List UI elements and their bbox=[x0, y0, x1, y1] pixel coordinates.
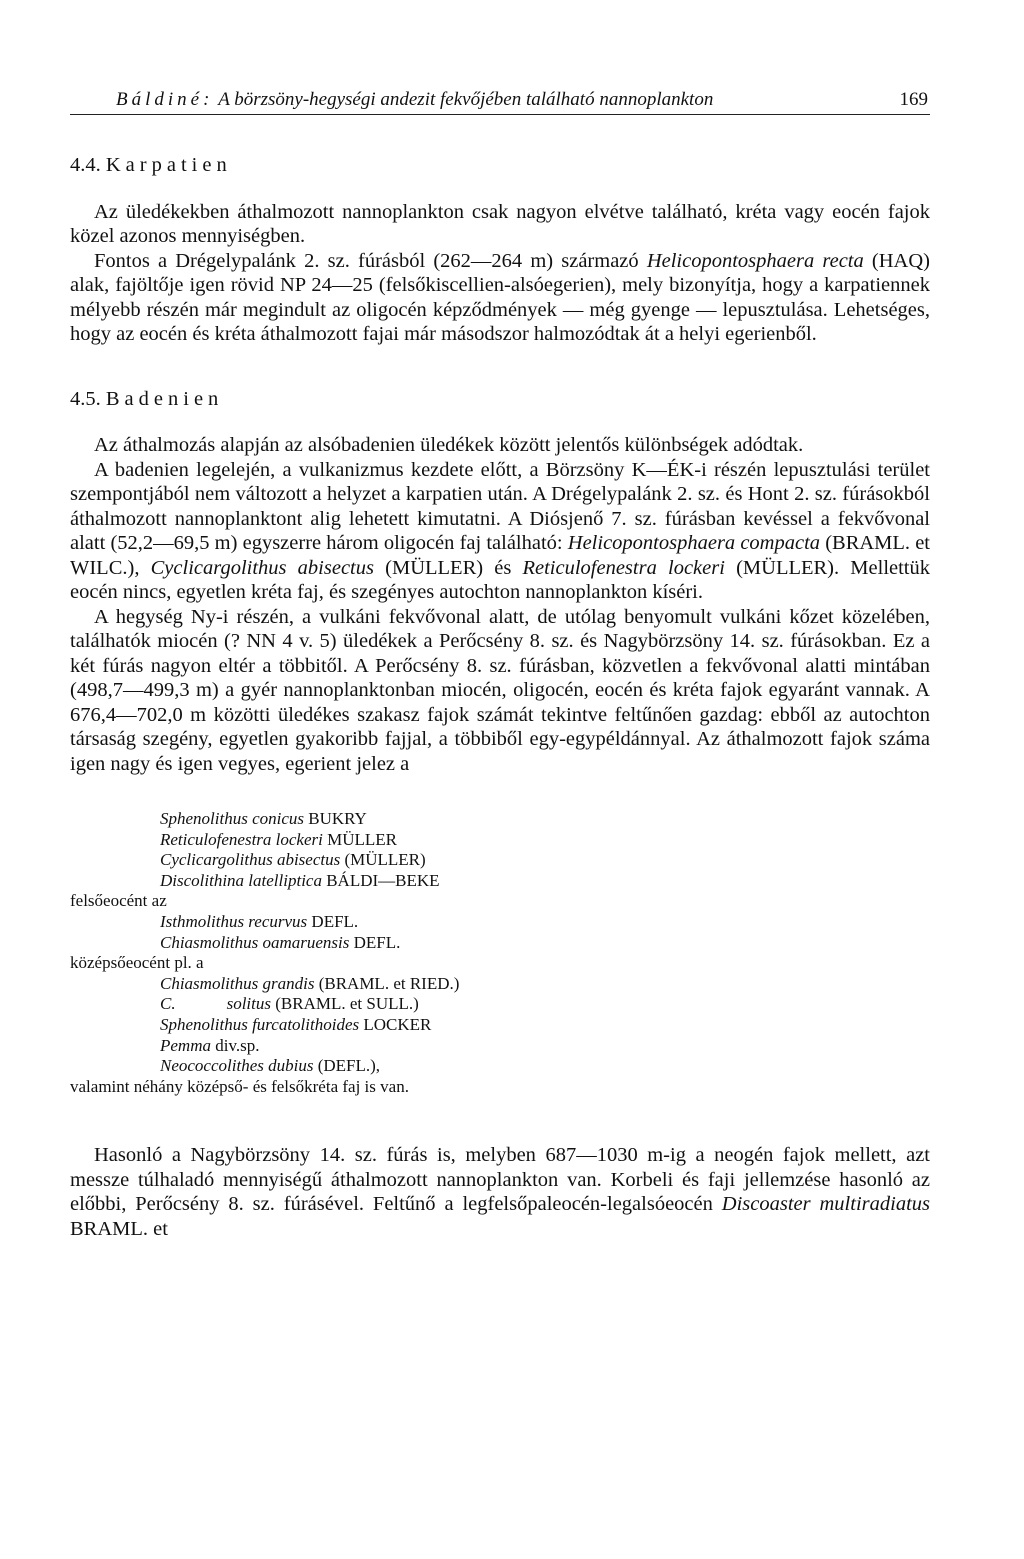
species-author: BÁLDI—BEKE bbox=[321, 870, 440, 890]
page-number: 169 bbox=[899, 89, 928, 110]
species-name: Reticulofenestra lockeri bbox=[522, 556, 725, 579]
species-author: (BRAML. et SULL.) bbox=[271, 994, 419, 1014]
species-name: Neococcolithes dubius bbox=[160, 1056, 314, 1076]
list-item bbox=[70, 1056, 930, 1077]
header-title-line bbox=[116, 88, 713, 112]
species-name: Helicopontosphaera compacta bbox=[567, 532, 821, 554]
paragraph bbox=[70, 458, 930, 605]
species-name: Isthmolithus recurvus bbox=[160, 911, 308, 931]
list-label: középsőeocént pl. a bbox=[70, 953, 204, 973]
list-item bbox=[70, 994, 930, 1015]
paragraph-text: (BRAML. et WILC.), bbox=[70, 532, 930, 579]
list-item bbox=[70, 933, 930, 954]
species-name: Helicopontosphaera recta bbox=[646, 249, 864, 272]
species-author: (MÜLLER) bbox=[340, 850, 426, 870]
paragraph: Az üledékekben áthalmozott nannoplankton csak nagyon elvétve található, kréta vagy eocén fajok közel azonos mennyiségben. bbox=[70, 200, 930, 247]
header-author: Báldiné: bbox=[116, 89, 214, 110]
list-item bbox=[70, 974, 930, 995]
list-item bbox=[70, 871, 930, 892]
paragraph: Az áthalmozás alapján az alsóbadenien üledékek között jelentős különbségek adódtak. bbox=[94, 434, 804, 456]
section-heading-badenien bbox=[70, 387, 930, 412]
section-number: 4.5. bbox=[70, 387, 101, 410]
paragraph-text: A badenien legelején, a vulkanizmus kezdete előtt, a Börzsöny K—ÉK-i részén lepusztulási terület szempontjából nem változott a helyzet a karpatien után. A Drégelypalánk 2. sz. és Hont 2. sz. fúrásokból áthalmozott nannoplanktont alig lehetett kimutatni. A Diósjenő 7. sz. fúrásban kevéssel a fekvővonal alatt (52,2—69,5 m) egyszerre három oligocén faj található: bbox=[70, 458, 930, 554]
list-item bbox=[70, 809, 930, 830]
paragraph bbox=[70, 249, 930, 347]
species-name: Chiasmolithus grandis bbox=[160, 973, 315, 993]
species-author: (DEFL.), bbox=[313, 1056, 381, 1076]
paragraph-text: (HAQ) alak, fajöltője igen rövid NP 24—25 (felsőkiscellien-alsóegerien), mely bizonyítja, hogy a karpatiennek mélyebb részén már megindult az oligocén képződmények — még gyenge — lepusztulása. Lehetséges, hogy az eocén és kréta áthalmozott fajai már másodszor halmozódtak át a helyi egerienből. bbox=[70, 249, 930, 345]
paragraph-text: BRAML. et bbox=[70, 1217, 168, 1240]
species-author: div.sp. bbox=[210, 1035, 260, 1055]
paragraph bbox=[70, 1143, 930, 1241]
list-label: felsőeocént az bbox=[70, 891, 167, 911]
species-name: Cyclicargolithus abisectus bbox=[160, 850, 341, 870]
species-author: MÜLLER bbox=[322, 829, 398, 849]
paragraph: A hegység Ny-i részén, a vulkáni fekvővonal alatt, de utólag benyomult vulkáni kőzet közelében, találhatók miocén (? NN 4 v. 5) üledékek a Perőcsény 8. sz. és Nagybörzsöny 14. sz. fúrásokban. Ez a két fúrás nagyon eltér a többitől. A Perőcsény 8. sz. fúrásban, közvetlen a fekvővonal alatti mintában (498,7—499,3 m) a gyér nannoplanktonban miocén, oligocén, eocén és kréta fajok egyaránt vannak. A 676,4—702,0 m közötti üledékes szakasz fajok számát tekintve feltűnően gazdag: ebből az autochton társaság szegény, egyetlen gyakoribb fajjal, a többiből egy-egypéldánnyal. Az áthalmozott fajok száma igen nagy és igen vegyes, egerient jelez a bbox=[70, 605, 930, 775]
section-name: Badenien bbox=[105, 387, 224, 410]
list-label: valamint néhány középső- és felsőkréta faj is van. bbox=[70, 1076, 409, 1096]
paragraph-text: (MÜLLER). Mellettük eocén nincs, egyetlen kréta faj, és szegényes autochton nannoplankton kíséri. bbox=[70, 556, 931, 603]
species-name: Reticulofenestra lockeri bbox=[160, 829, 323, 849]
species-name: Cyclicargolithus abisectus bbox=[150, 556, 374, 579]
species-name: Discolithina latelliptica bbox=[160, 870, 322, 890]
header-title: A börzsöny-hegységi andezit fekvőjében található nannoplankton bbox=[218, 89, 714, 110]
species-author: DEFL. bbox=[307, 911, 359, 931]
paragraph-text: Hasonló a Nagybörzsöny 14. sz. fúrás is, melyben 687—1030 m-ig a neogén fajok mellett, azt messze túlhaladó mennyiségű áthalmozott nannoplankton van. Korbeli és faji jellemzése hasonló az előbbi, Perőcsény 8. sz. fúrásével. Feltűnő a legfelsőpaleocén-legalsóeocén bbox=[70, 1144, 930, 1216]
species-author: LOCKER bbox=[359, 1014, 432, 1034]
species-name: Sphenolithus conicus bbox=[160, 809, 305, 828]
section-name: Karpatien bbox=[105, 154, 232, 176]
running-header bbox=[70, 88, 930, 115]
species-name: Sphenolithus furcatolithoides bbox=[160, 1014, 360, 1034]
list-item bbox=[70, 1036, 930, 1057]
species-author: BUKRY bbox=[304, 809, 367, 828]
species-list bbox=[70, 809, 930, 1097]
paragraph-text: (MÜLLER) és bbox=[373, 556, 523, 579]
list-item bbox=[70, 830, 930, 851]
species-author: (BRAML. et RIED.) bbox=[314, 973, 460, 993]
species-author: DEFL. bbox=[349, 932, 401, 952]
section-heading-karpatien bbox=[70, 153, 930, 178]
species-name: Chiasmolithus oamaruensis bbox=[160, 932, 350, 952]
species-name: Pemma bbox=[160, 1035, 211, 1055]
species-name: C. solitus bbox=[160, 994, 271, 1014]
list-item bbox=[70, 1015, 930, 1036]
species-name: Discoaster multiradiatus bbox=[721, 1193, 930, 1216]
list-item bbox=[70, 850, 930, 871]
section-number: 4.4. bbox=[70, 154, 101, 176]
paragraph-text: Fontos a Drégelypalánk 2. sz. fúrásból (262—264 m) származó bbox=[94, 249, 647, 272]
list-item bbox=[70, 912, 930, 933]
document-page bbox=[70, 88, 930, 1241]
